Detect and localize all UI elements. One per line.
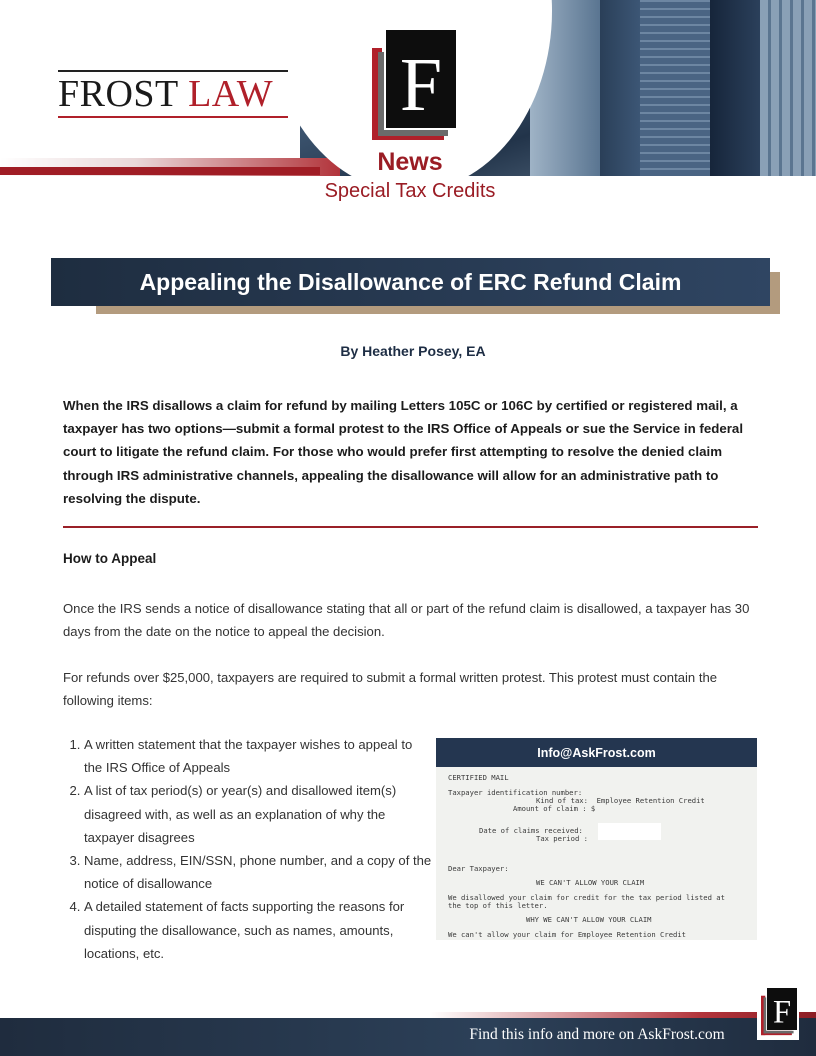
letter-line: Date of claims received: xyxy=(479,826,583,835)
footer-f-monogram-logo xyxy=(760,988,798,1036)
letter-image-body xyxy=(436,767,757,940)
author-byline: By Heather Posey, EA xyxy=(340,343,486,359)
logo-frost-word: FROST xyxy=(58,73,179,115)
logo-law-word: LAW xyxy=(188,73,274,115)
list-item: 2. A list of tax period(s) or year(s) and disallowed item(s) disagreed with, as well as an explanation of why the taxpayer disagrees xyxy=(84,779,434,849)
letter-line: Taxpayer identification number: xyxy=(448,788,583,797)
header-red-stripe xyxy=(0,167,320,175)
letter-line: We can't allow your claim for Employee Retention Credit xyxy=(448,930,686,939)
f-monogram-logo xyxy=(372,30,456,142)
footer-link-text[interactable]: Find this info and more on AskFrost.com xyxy=(469,1026,725,1043)
body-paragraph-1: Once the IRS sends a notice of disallowance stating that all or part of the refund claim is disallowed, a taxpayer has 30 days from the date on the notice to appeal the decision. xyxy=(63,601,750,640)
protest-requirements-list xyxy=(63,733,434,965)
f-monogram-letter: F xyxy=(399,43,443,127)
letter-line: We disallowed your claim for credit for the tax period listed at xyxy=(448,893,725,902)
logo-rule-bottom xyxy=(58,116,288,118)
frost-law-logo xyxy=(58,72,290,116)
footer-f-monogram-letter: F xyxy=(772,994,792,1031)
list-item: 3. Name, address, EIN/SSN, phone number, and a copy of the notice of disallowance xyxy=(84,849,434,895)
letter-line: CERTIFIED MAIL xyxy=(448,773,509,782)
category-label: Special Tax Credits xyxy=(324,180,496,202)
letter-image-header: Info@AskFrost.com xyxy=(436,738,757,767)
letter-line: Amount of claim : $ xyxy=(513,804,596,813)
redacted-field xyxy=(598,823,661,840)
letter-line: WE CAN'T ALLOW YOUR CLAIM xyxy=(536,878,645,887)
section-heading: How to Appeal xyxy=(63,551,157,566)
body-paragraph-2: For refunds over $25,000, taxpayers are required to submit a formal written protest. This protest must contain the following items: xyxy=(63,670,718,709)
irs-letter-image xyxy=(436,738,757,940)
letter-line: the top of this letter. xyxy=(448,901,548,910)
article-title: Appealing the Disallowance of ERC Refund Claim xyxy=(139,268,682,295)
section-divider xyxy=(63,526,758,528)
title-banner xyxy=(51,258,770,306)
list-item: 1. A written statement that the taxpayer wishes to appeal to the IRS Office of Appeals xyxy=(84,733,434,779)
letter-line: WHY WE CAN'T ALLOW YOUR CLAIM xyxy=(526,915,652,924)
letter-line: Kind of tax: Employee Retention Credit xyxy=(536,796,705,805)
intro-paragraph: When the IRS disallows a claim for refund by mailing Letters 105C or 106C by certified or registered mail, a taxpayer has two options—submit a formal protest to the IRS Office of Appeals or sue the Service in federal court to litigate the refund claim. For those who would prefer first attempting to resolve the denied claim through IRS administrative channels, appealing the disallowance will allow for an administrative path to resolving the dispute. xyxy=(63,398,744,506)
letter-line: Tax period : xyxy=(536,834,588,843)
section-label: News xyxy=(377,148,443,176)
list-item: 4. A detailed statement of facts supporting the reasons for disputing the disallowance, such as names, amounts, locations, etc. xyxy=(84,895,434,965)
letter-line: Dear Taxpayer: xyxy=(448,864,509,873)
